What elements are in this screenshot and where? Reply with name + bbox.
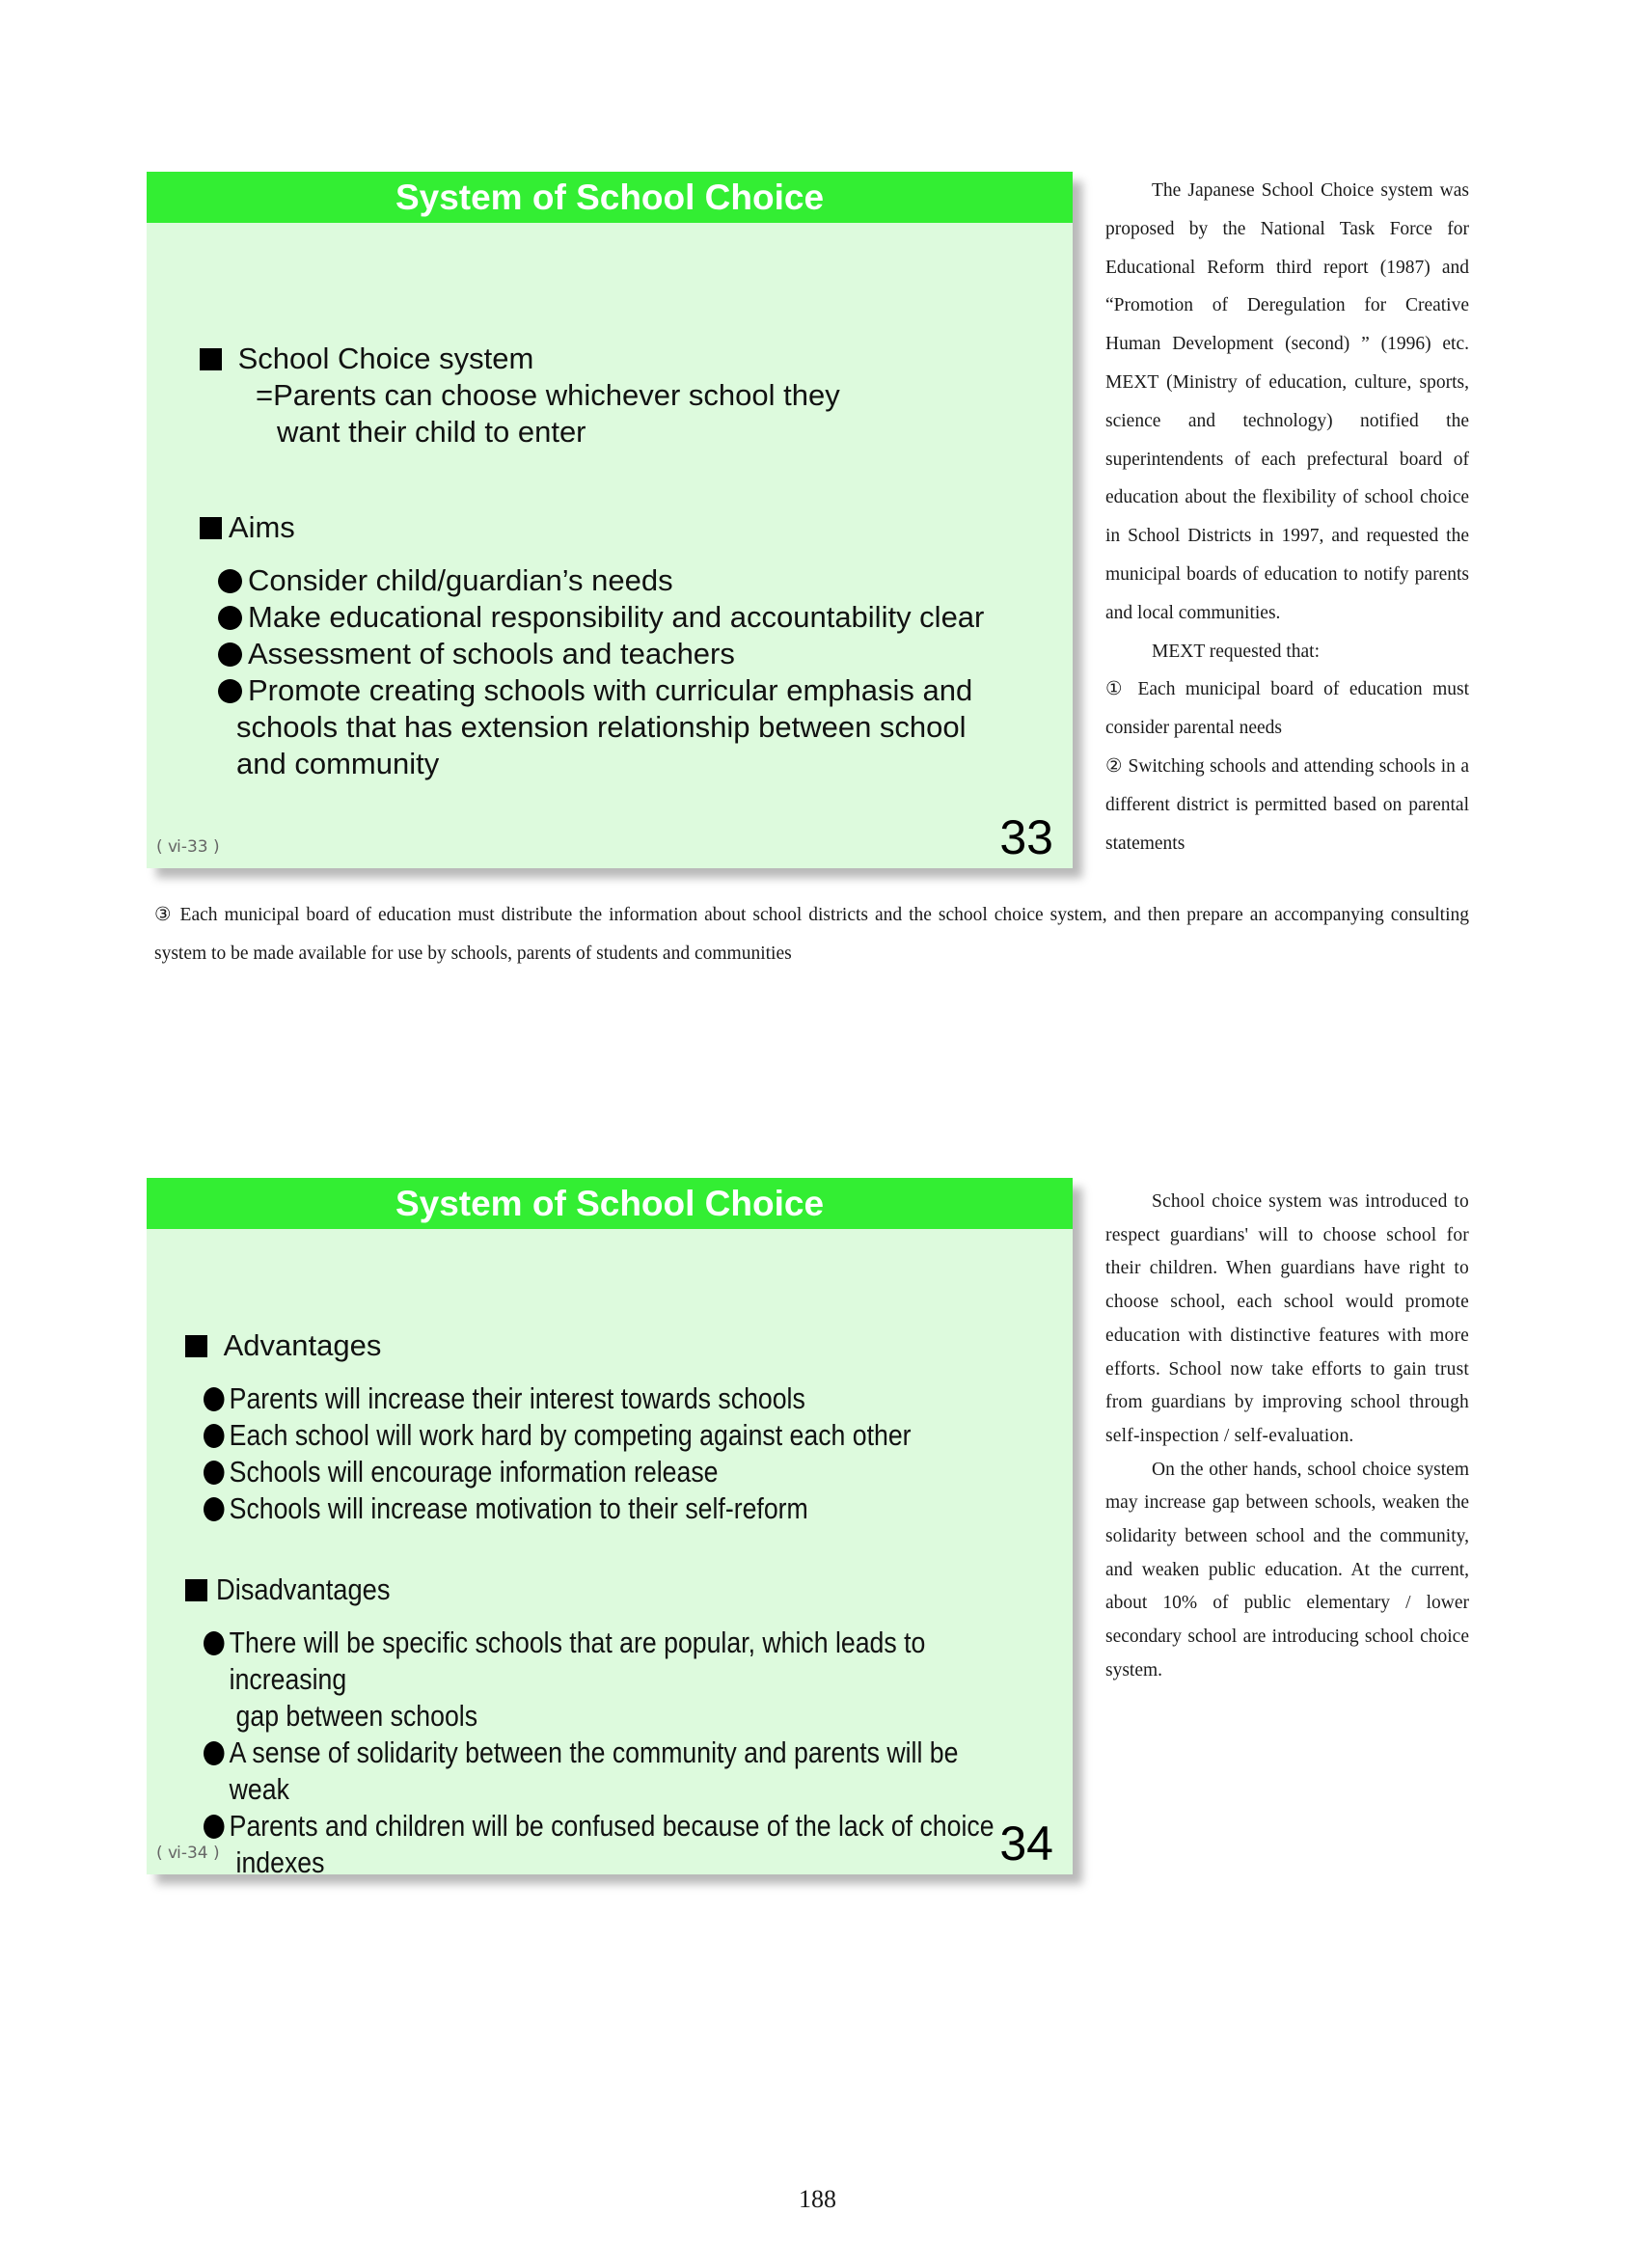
notes-paragraph: The Japanese School Choice system was proposed by the National Task Force for Educational Reform third report (1987) and “Promotion of Deregulation for Creative Human Development (second) ” (1996) etc. MEXT (Ministry of education, culture, sports, science and technology) notified the superintendents of each prefectural board of education about the flexibility of school choice in School Districts in 1997, and requested the municipal boards of education to notify parents and local communities. [1105, 180, 1469, 623]
list-item: Schools will increase motivation to their self-reform [204, 1490, 1024, 1527]
aims-list [218, 562, 1019, 782]
disadvantages-list [204, 1625, 1024, 1881]
list-item: Schools will encourage information release [204, 1454, 1024, 1490]
slide-title: System of School Choice [147, 172, 1073, 223]
slide-33 [147, 172, 1073, 868]
section-heading-text: Disadvantages [215, 1572, 391, 1606]
bullet-dot-icon [204, 1461, 225, 1485]
notes-item: ② Switching schools and attending schools in a different district is permitted based on parental statements [1105, 755, 1469, 854]
notes-slide-33 [1105, 172, 1469, 862]
section-heading-school-choice [200, 341, 533, 377]
bullet-dot-icon [204, 1741, 225, 1765]
list-item: Parents will increase their interest towards schools [204, 1380, 1024, 1417]
bullet-dot-icon [218, 606, 242, 630]
bullet-dot-icon [218, 642, 242, 667]
slide-title: System of School Choice [147, 1178, 1073, 1229]
section-heading-disadvantages [185, 1571, 414, 1608]
definition-line-2: want their child to enter [277, 415, 586, 449]
list-item: Promote creating schools with curricular emphasis and schools that has extension relationship between school and community [218, 672, 1019, 782]
section-heading-text: Advantages [223, 1328, 382, 1362]
slide-34 [147, 1178, 1073, 1879]
slide-code: ( ⅵ‐33 ) [156, 837, 220, 857]
page-number: 188 [799, 2185, 836, 2213]
slide-number: 33 [999, 810, 1053, 864]
list-item: Make educational responsibility and accountability clear [218, 599, 1019, 636]
advantages-list [204, 1380, 1024, 1527]
list-item: Assessment of schools and teachers [218, 636, 1019, 672]
list-item: There will be specific schools that are popular, which leads to increasing gap between schools [204, 1625, 1024, 1735]
square-bullet-icon [200, 517, 222, 539]
bullet-dot-icon [204, 1387, 225, 1411]
bullet-dot-icon [204, 1815, 225, 1839]
bullet-dot-icon [218, 569, 242, 593]
slide-number: 34 [999, 1817, 1053, 1871]
square-bullet-icon [200, 348, 222, 370]
notes-paragraph: School choice system was introduced to respect guardians' will to choose school for their children. When guardians have right to choose school, each school would promote education with distinctive features with more efforts. School now take efforts to gain trust from guardians by improving school through self-inspection / self-evaluation. [1105, 1191, 1469, 1446]
bullet-dot-icon [204, 1424, 225, 1448]
list-item: Each school will work hard by competing against each other [204, 1417, 1024, 1454]
notes-slide-34 [1105, 1186, 1469, 1688]
square-bullet-icon [185, 1579, 207, 1601]
definition-line-1: =Parents can choose whichever school they [256, 378, 840, 412]
bullet-dot-icon [204, 1497, 225, 1521]
section-heading-text: School Choice system [237, 342, 534, 375]
bullet-dot-icon [204, 1631, 225, 1655]
list-item: A sense of solidarity between the community and parents will be weak [204, 1735, 1024, 1808]
notes-paragraph: On the other hands, school choice system may increase gap between schools, weaken the solidarity between school and the community, and weaken public education. At the current, about 10% of public elementary / lower secondary school are introducing school choice system. [1105, 1459, 1469, 1681]
list-item: Consider child/guardian’s needs [218, 562, 1019, 599]
slide-code: ( ⅵ‐34 ) [156, 1844, 220, 1863]
notes-item-full-width: ③ Each municipal board of education must distribute the information about school districts and the school choice system, and then prepare an accompanying consulting system to be made available for use by schools, parents of students and communities [154, 905, 1469, 964]
notes-paragraph: MEXT requested that: [1152, 641, 1321, 662]
square-bullet-icon [185, 1335, 207, 1357]
notes-item: ① Each municipal board of education must consider parental needs [1105, 679, 1469, 739]
bullet-dot-icon [218, 679, 242, 703]
section-heading-advantages [185, 1327, 381, 1364]
section-heading-text: Aims [228, 510, 295, 544]
section-heading-aims [200, 509, 295, 546]
list-item: Parents and children will be confused because of the lack of choice indexes [204, 1808, 1024, 1881]
